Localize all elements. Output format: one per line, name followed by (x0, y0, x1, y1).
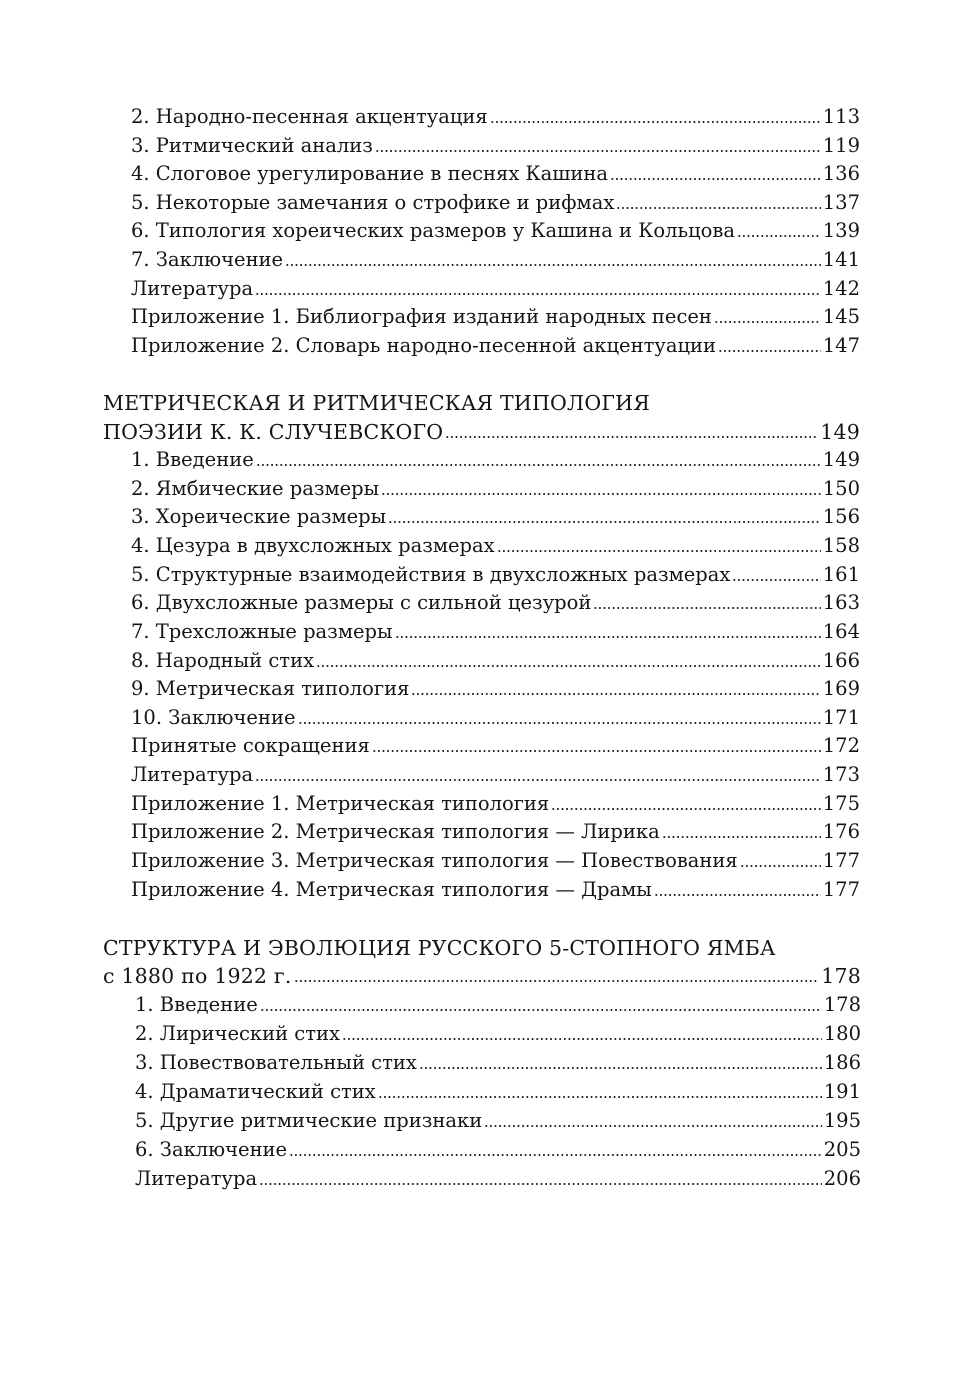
section-heading-entry (103, 962, 861, 990)
toc-entry-title: 4. Слоговое урегулирование в песнях Кашина (131, 162, 608, 185)
dot-leader (388, 520, 821, 524)
toc-entry-page: 164 (822, 620, 860, 643)
dot-leader (395, 635, 821, 639)
dot-leader (551, 807, 821, 811)
toc-entry-title: 4. Цезура в двухсложных размерах (131, 534, 495, 557)
toc-entry-page: 186 (823, 1051, 861, 1074)
dot-leader (285, 263, 821, 267)
toc-entry-page: 173 (822, 763, 860, 786)
toc-entry-title: 6. Типология хореических размеров у Кашина и Кольцова (131, 219, 735, 242)
dot-leader (490, 120, 821, 124)
toc-entry-title: Приложение 1. Метрическая типология (131, 792, 550, 815)
section-heading-title: с 1880 по 1922 г. (103, 964, 292, 988)
toc-entry-title: Приложение 2. Метрическая типология — Лирика (131, 820, 660, 843)
dot-leader (662, 835, 821, 839)
toc-entry-title: 7. Заключение (131, 248, 284, 271)
toc-entry (131, 503, 860, 531)
toc-entry-title: 6. Заключение (135, 1138, 288, 1161)
dot-leader (732, 578, 820, 582)
toc-entry-page: 180 (823, 1022, 861, 1045)
toc-entry-title: 6. Двухсложные размеры с сильной цезурой (131, 591, 592, 614)
toc-entry-title: Приложение 4. Метрическая типология — Драмы (131, 878, 652, 901)
toc-entry (131, 876, 860, 904)
dot-leader (294, 979, 820, 983)
toc-entry-page: 139 (822, 219, 860, 242)
toc-entry-title: 4. Драматический стих (135, 1080, 376, 1103)
toc-entry-title: Приложение 1. Библиография изданий народных песен (131, 305, 712, 328)
dot-leader (445, 435, 818, 439)
dot-leader (484, 1124, 822, 1128)
toc-entry (131, 332, 860, 360)
dot-leader (375, 149, 821, 153)
toc-entry-title: Приложение 2. Словарь народно-песенной акцентуации (131, 334, 716, 357)
toc-entry-title: 7. Трехсложные размеры (131, 620, 393, 643)
toc-entry-page: 141 (822, 248, 860, 271)
toc-entry (131, 132, 860, 160)
dot-leader (654, 893, 821, 897)
section-heading-title: ПОЭЗИИ К. К. СЛУЧЕВСКОГО (103, 420, 444, 444)
toc-entry-title: 3. Хореические размеры (131, 505, 387, 528)
toc-entry-title: 5. Структурные взаимодействия в двухсложных размерах (131, 563, 731, 586)
toc-entry-page: 142 (822, 277, 860, 300)
toc-entry-title: Литература (131, 763, 254, 786)
dot-leader (372, 749, 821, 753)
toc-entry-page: 176 (822, 820, 860, 843)
toc-entry-title: 2. Ямбические размеры (131, 477, 380, 500)
toc-entry-page: 178 (823, 993, 861, 1016)
toc-entry-title: 5. Другие ритмические признаки (135, 1109, 483, 1132)
toc-entry-page: 177 (822, 878, 860, 901)
dot-leader (497, 549, 821, 553)
toc-entry-page: 161 (822, 563, 860, 586)
toc-entry-title: Приложение 3. Метрическая типология — Повествования (131, 849, 738, 872)
toc-entry-page: 156 (822, 505, 860, 528)
toc-entry (131, 647, 860, 675)
toc-entry-page: 119 (822, 134, 860, 157)
toc-entry (131, 761, 860, 789)
toc-entry-title: 1. Введение (131, 448, 254, 471)
toc-entry (135, 1165, 861, 1193)
toc-entry-page: 169 (822, 677, 860, 700)
toc-entry (131, 246, 860, 274)
section-heading-page: 149 (820, 420, 860, 444)
toc-entry (131, 275, 860, 303)
toc-entry-page: 147 (822, 334, 860, 357)
toc-entry (131, 189, 860, 217)
toc-entry (131, 160, 860, 188)
toc-entry-title: 5. Некоторые замечания о строфике и рифмах (131, 191, 615, 214)
dot-leader (298, 721, 821, 725)
dot-leader (718, 349, 821, 353)
dot-leader (593, 606, 820, 610)
toc-entry-title: Принятые сокращения (131, 734, 370, 757)
dot-leader (316, 664, 821, 668)
toc-entry (135, 1136, 861, 1164)
section-heading-page: 178 (821, 964, 861, 988)
dot-leader (259, 1182, 822, 1186)
toc-entry-title: 1. Введение (135, 993, 258, 1016)
toc-entry (135, 1020, 861, 1048)
dot-leader (616, 206, 820, 210)
toc-entry-page: 150 (822, 477, 860, 500)
toc-entry-page: 191 (823, 1080, 861, 1103)
toc-entry-page: 172 (822, 734, 860, 757)
toc-entry-page: 166 (822, 649, 860, 672)
toc-entry-page: 177 (822, 849, 860, 872)
dot-leader (610, 177, 821, 181)
section-heading-entry (103, 418, 860, 446)
toc-entry-page: 113 (822, 105, 860, 128)
toc-entry-title: 3. Повествовательный стих (135, 1051, 417, 1074)
toc-entry (131, 847, 860, 875)
toc-entry-page: 175 (822, 792, 860, 815)
dot-leader (255, 292, 821, 296)
toc-entry (131, 675, 860, 703)
toc-entry-title: Литература (131, 277, 254, 300)
toc-entry (131, 561, 860, 589)
dot-leader (419, 1066, 822, 1070)
dot-leader (737, 234, 821, 238)
dot-leader (714, 320, 821, 324)
toc-entry-page: 149 (822, 448, 860, 471)
toc-entry (131, 818, 860, 846)
toc-entry-page: 206 (823, 1167, 861, 1190)
toc-entry (131, 446, 860, 474)
toc-entry (131, 732, 860, 760)
toc-entry-title: 3. Ритмический анализ (131, 134, 373, 157)
section-heading: СТРУКТУРА И ЭВОЛЮЦИЯ РУССКОГО 5-СТОПНОГО ЯМБА (103, 936, 776, 960)
toc-entry-page: 205 (823, 1138, 861, 1161)
dot-leader (411, 692, 820, 696)
dot-leader (255, 778, 821, 782)
toc-entry (131, 589, 860, 617)
toc-entry-title: Литература (135, 1167, 258, 1190)
toc-entry-page: 163 (822, 591, 860, 614)
toc-entry (131, 475, 860, 503)
dot-leader (381, 492, 821, 496)
toc-entry (131, 790, 860, 818)
dot-leader (256, 463, 821, 467)
toc-entry (131, 103, 860, 131)
toc-entry (131, 303, 860, 331)
dot-leader (378, 1095, 822, 1099)
dot-leader (342, 1037, 822, 1041)
dot-leader (260, 1008, 822, 1012)
toc-entry-page: 137 (822, 191, 860, 214)
toc-entry-page: 145 (822, 305, 860, 328)
dot-leader (740, 864, 821, 868)
toc-entry-page: 158 (822, 534, 860, 557)
toc-entry (135, 1107, 861, 1135)
toc-entry-title: 8. Народный стих (131, 649, 315, 672)
toc-entry-page: 171 (822, 706, 860, 729)
toc-entry-page: 195 (823, 1109, 861, 1132)
section-heading: МЕТРИЧЕСКАЯ И РИТМИЧЕСКАЯ ТИПОЛОГИЯ (103, 391, 650, 415)
dot-leader (289, 1153, 822, 1157)
toc-entry (135, 1049, 861, 1077)
toc-entry (135, 1078, 861, 1106)
toc-entry (131, 704, 860, 732)
toc-entry-page: 136 (822, 162, 860, 185)
toc-entry (131, 217, 860, 245)
toc-entry (131, 532, 860, 560)
toc-entry-title: 2. Народно-песенная акцентуация (131, 105, 488, 128)
toc-entry-title: 9. Метрическая типология (131, 677, 410, 700)
toc-entry-title: 2. Лирический стих (135, 1022, 340, 1045)
toc-entry (135, 991, 861, 1019)
toc-entry-title: 10. Заключение (131, 706, 296, 729)
toc-entry (131, 618, 860, 646)
